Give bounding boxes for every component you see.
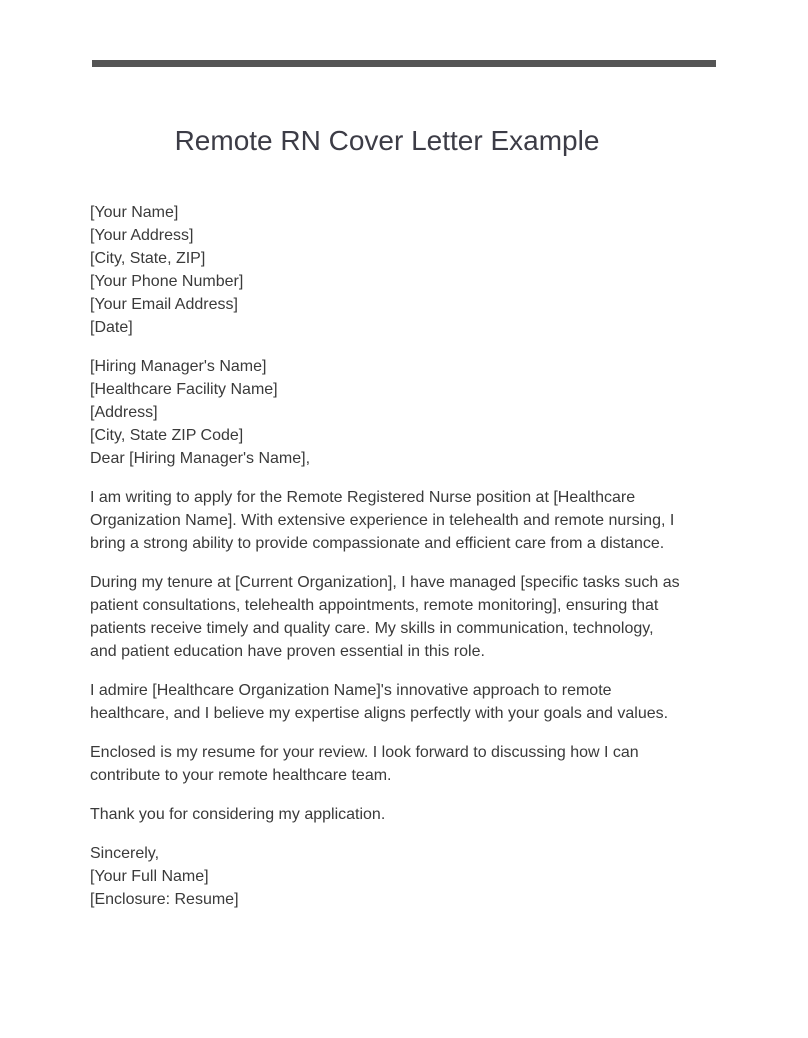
recipient-name: [Hiring Manager's Name]	[90, 358, 267, 375]
paragraph-line: contribute to your remote healthcare team.	[90, 767, 392, 784]
sender-city-state-zip: [City, State, ZIP]	[90, 250, 206, 267]
paragraph-line: and patient education have proven essential in this role.	[90, 643, 485, 660]
closing-full-name: [Your Full Name]	[90, 868, 209, 885]
body-paragraph-enclosure	[90, 741, 710, 787]
sender-block	[90, 201, 710, 339]
paragraph-line: bring a strong ability to provide compassionate and efficient care from a distance.	[90, 535, 665, 552]
closing-enclosure: [Enclosure: Resume]	[90, 891, 239, 908]
paragraph-line: Organization Name]. With extensive experience in telehealth and remote nursing, I	[90, 512, 675, 529]
recipient-city-state-zip: [City, State ZIP Code]	[90, 427, 244, 444]
body-paragraph-thanks	[90, 803, 710, 826]
paragraph-line: healthcare, and I believe my expertise aligns perfectly with your goals and values.	[90, 705, 669, 722]
sender-address: [Your Address]	[90, 227, 194, 244]
page-title: Remote RN Cover Letter Example	[174, 124, 600, 156]
closing-valediction: Sincerely,	[90, 845, 160, 862]
body-paragraph-experience	[90, 571, 710, 663]
recipient-block	[90, 355, 710, 470]
body-paragraph-intro	[90, 486, 710, 555]
paragraph-line: I am writing to apply for the Remote Registered Nurse position at [Healthcare	[90, 489, 636, 506]
letter-date: [Date]	[90, 319, 133, 336]
paragraph-line: During my tenure at [Current Organization], I have managed [specific tasks such as	[90, 574, 680, 591]
body-paragraph-admiration	[90, 679, 710, 725]
closing-block	[90, 842, 710, 911]
sender-email: [Your Email Address]	[90, 296, 238, 313]
sender-name: [Your Name]	[90, 204, 179, 221]
paragraph-line: Enclosed is my resume for your review. I look forward to discussing how I can	[90, 744, 639, 761]
paragraph-line: patients receive timely and quality care. My skills in communication, technology,	[90, 620, 654, 637]
top-divider	[92, 60, 716, 67]
paragraph-line: Thank you for considering my application.	[90, 806, 386, 823]
sender-phone: [Your Phone Number]	[90, 273, 244, 290]
salutation: Dear [Hiring Manager's Name],	[90, 450, 311, 467]
paragraph-line: patient consultations, telehealth appointments, remote monitoring], ensuring that	[90, 597, 659, 614]
recipient-address: [Address]	[90, 404, 158, 421]
paragraph-line: I admire [Healthcare Organization Name]'s innovative approach to remote	[90, 682, 612, 699]
cover-letter	[90, 201, 710, 927]
recipient-facility: [Healthcare Facility Name]	[90, 381, 278, 398]
